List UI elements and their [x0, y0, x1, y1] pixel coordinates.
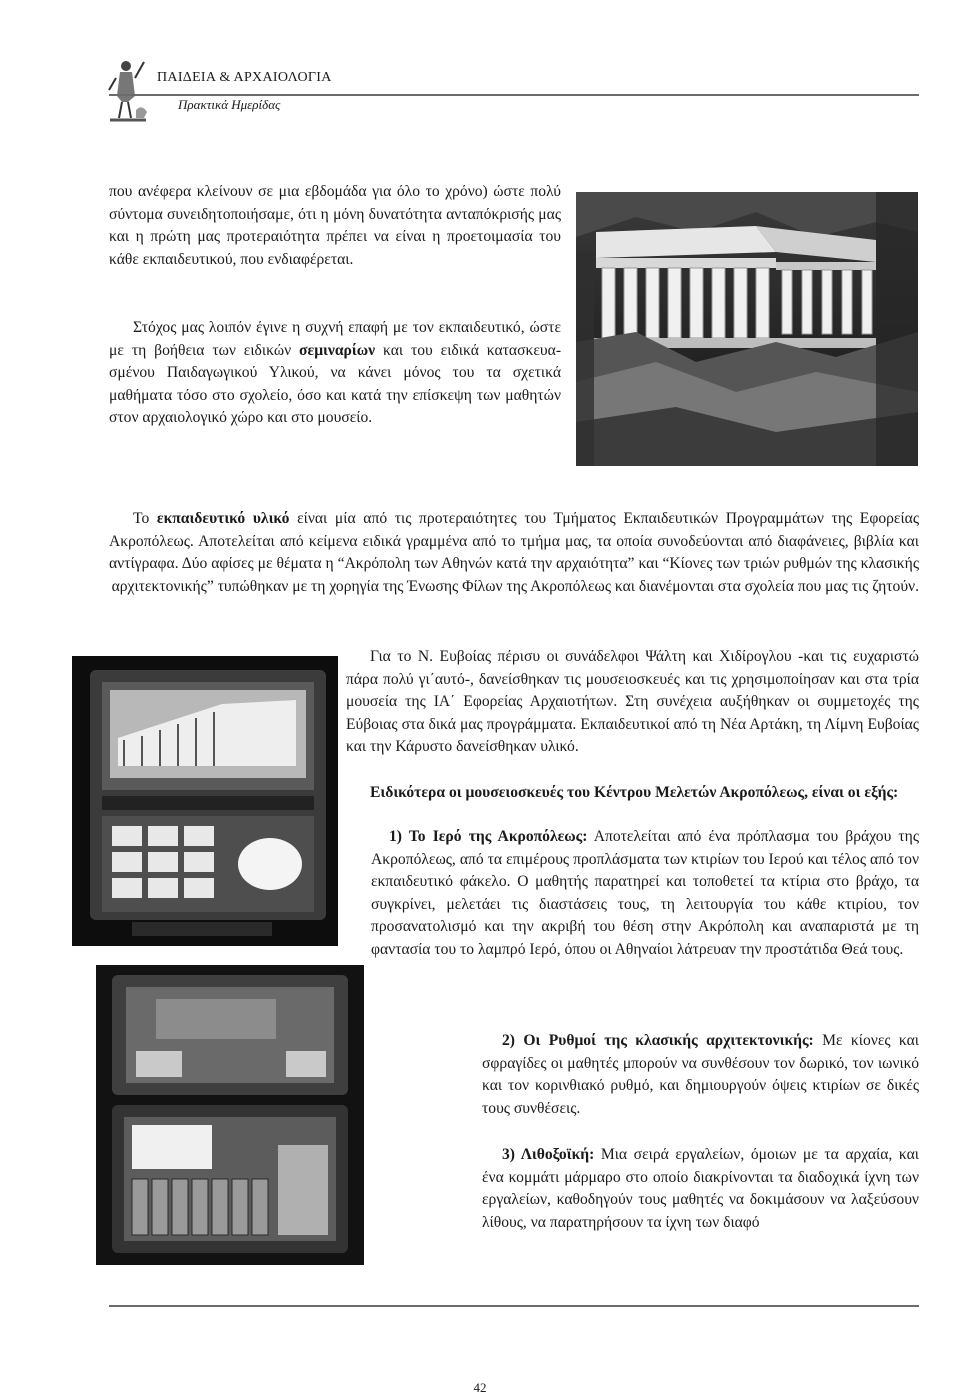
item-acropolis-text: Αποτελείται από ένα πρόπλασμα του βράχου της Ακροπόλεως, από τα επιμέρους προπλάσματα των κτιρίων του Ιερού και τέλος από τον εκπαιδευτικό φάκελο. Ο μαθητής παρατηρεί και τοποθετεί τα κτίρια στο βράχο, τα συγκρίνει, μελετάει τις διαστάσεις τους, τη λειτουργία του κάθε κτιρίου, τον προσανατολισμό και την ακριβή του θέση στην Ακρόπολη και αναπαριστά με τη φαντασία του το λαμπρό Ιερό, όπου οι Αθηναίοι λάτρευαν την προστάτιδα Θεά τους. — [371, 828, 919, 958]
paragraph-material-text-a: Το — [133, 510, 157, 527]
header-rule — [109, 94, 919, 96]
museum-kit-case-photo-bottom — [96, 965, 364, 1265]
paragraph-intro: που ανέφερα κλείνουν σε μια εβδομάδα για όλο το χρόνο) ώστε πολύ σύντομα συνειδητοποιήσαμε, ότι η μόνη δυνατότητα ανταπόκρισής μας και η πρώτη μας προτεραιότητα πρέπει να είναι η προετοιμασία του κάθε εκπαιδευτικού, που ενδιαφέρεται. — [109, 183, 561, 268]
owl-athena-logo-icon — [106, 58, 150, 124]
item-orders-text: Με κίονες και σφραγίδες οι μαθητές μπορούν να συνθέσουν τον δωρικό, τον ιωνικό και τον κορινθιακό ρυθμό, και δημιουργούν όψεις κτιρίων σε δικές τους συνθέσεις. — [482, 1032, 920, 1117]
item-architecture-orders — [482, 1030, 919, 1120]
item-acropolis-sanctuary — [371, 826, 919, 962]
paragraph-material-bold: εκπαιδευτικό υλικό — [156, 510, 290, 527]
footer-rule — [109, 1305, 919, 1307]
paragraph-goal-text-b: και του ειδικά κατασκευασμένου Παιδαγωγικού Υλικού, να κάνει μόνος του τα σχετικά μαθήματα τόσο στο σχολείο, όσο και κατά την επίσκεψη των μαθητών στον αρχαιολογικό χώρο και στο μουσείο. — [109, 341, 562, 427]
paragraph-kits-intro: Ειδικότερα οι μουσειοσκευές του Κέντρου Μελετών Ακροπόλεως, είναι οι εξής: — [370, 784, 899, 801]
museum-kit-case-photo-top — [72, 656, 338, 946]
item-stone-carving-text: Μια σειρά εργαλείων, όμοιων με τα αρχαία, και ένα κομμάτι μάρμαρο στο οποίο διακρίνονται τα διαδοχικά ίχνη των εργαλείων, καθοδηγούν τους μαθητές να δοκιμάσουν να λαξεύσουν λίθους, να παρατηρήσουν τα ίχνη των διαφό — [482, 1146, 919, 1231]
header-title: ΠΑΙΔΕΙΑ & ΑΡΧΑΙΟΛΟΓΙΑ — [157, 70, 332, 85]
parthenon-collage-photo — [576, 192, 918, 466]
item-orders-label: 2) Οι Ρυθμοί της κλασικής αρχιτεκτονικής: — [502, 1032, 814, 1049]
page-number: 42 — [473, 1380, 487, 1395]
paragraph-goal-text-a: Στόχος μας λοιπόν έγινε η συχνή επαφή με τον εκπαιδευτικό, ώστε με τη βοήθεια των ειδικών — [109, 319, 561, 359]
paragraph-goal — [109, 317, 561, 430]
paragraph-educational-material — [109, 508, 919, 598]
item-acropolis-label: 1) Το Ιερό της Ακροπόλεως: — [389, 828, 588, 845]
paragraph-material-text-b: είναι μία από τις προτεραιότητες του Τμήματος Εκπαιδευτικών Προγραμμάτων της Εφορείας Ακροπόλεως. Αποτελείται από κείμενα ειδικά γραμμένα από το τμήμα μας, τα οποία συνοδεύονται από διαφάνειες, βιβλία και αντίγραφα. Δύο αφίσες με θέματα η “Ακρόπολη των Αθηνών κατά την αρχαιότητα” και “Κίονες των τριών ρυθμών της κλασικής αρχιτεκτονικής” τυπώθηκαν με τη χορηγία της Ένωσης Φίλων της Ακροπόλεως και διανέμονται στα σχολεία που μας τις ζητούν. — [109, 510, 919, 595]
header-subtitle: Πρακτικά Ημερίδας — [178, 97, 281, 112]
item-stone-carving-label: 3) Λιθοξοϊκή: — [502, 1146, 595, 1163]
paragraph-euboea: Για το Ν. Ευβοίας πέρισυ οι συνάδελφοι Ψάλτη και Χιδίρογλου -και τις ευχαριστώ πάρα πολύ γι΄αυτό-, δανείσθηκαν τις μουσειοσκευές και τις χρησιμοποίησαν και στα τρία μουσεία της ΙΑ΄ Εφορείας Αρχαιοτήτων. Στη συνέχεια αυξήθηκαν οι συμμετοχές της Εύβοιας στα δικά μας προγράμματα. Εκπαιδευτικοί από τη Νέα Αρτάκη, τη Λίμνη Ευβοίας και την Κάρυστο δανείσθηκαν υλικό. — [346, 648, 919, 756]
item-stone-carving — [482, 1144, 919, 1234]
paragraph-goal-bold: σεμιναρίων — [299, 341, 376, 359]
